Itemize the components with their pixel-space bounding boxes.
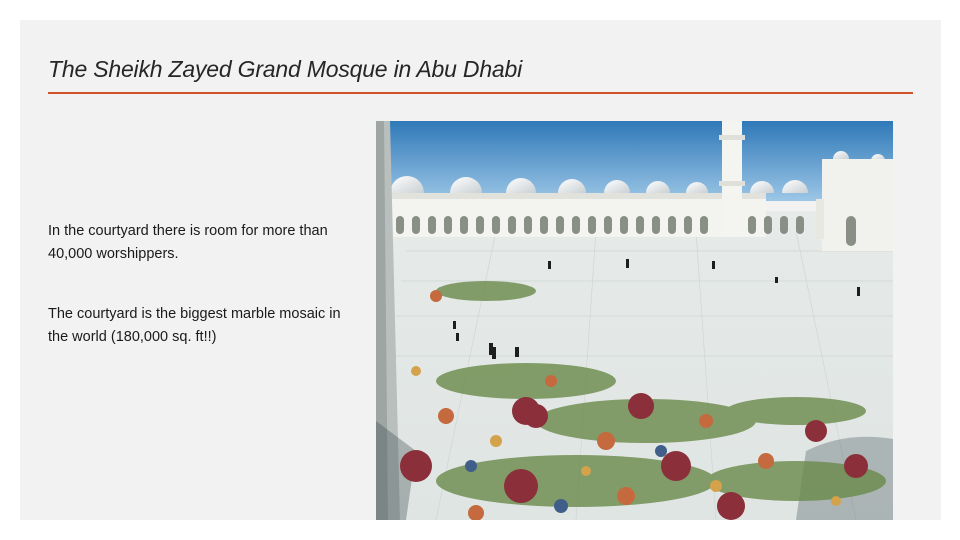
paragraph-capacity: In the courtyard there is room for more than 40,000 worshippers. <box>48 223 328 262</box>
slide-title: The Sheikh Zayed Grand Mosque in Abu Dhabi <box>48 56 523 82</box>
mosque-courtyard-photo <box>376 121 893 520</box>
title-underline <box>48 92 913 94</box>
slide <box>20 20 941 520</box>
body-text <box>48 220 348 386</box>
paragraph-mosaic: The courtyard is the biggest marble mosaic in the world (180,000 sq. ft!!) <box>48 306 341 345</box>
